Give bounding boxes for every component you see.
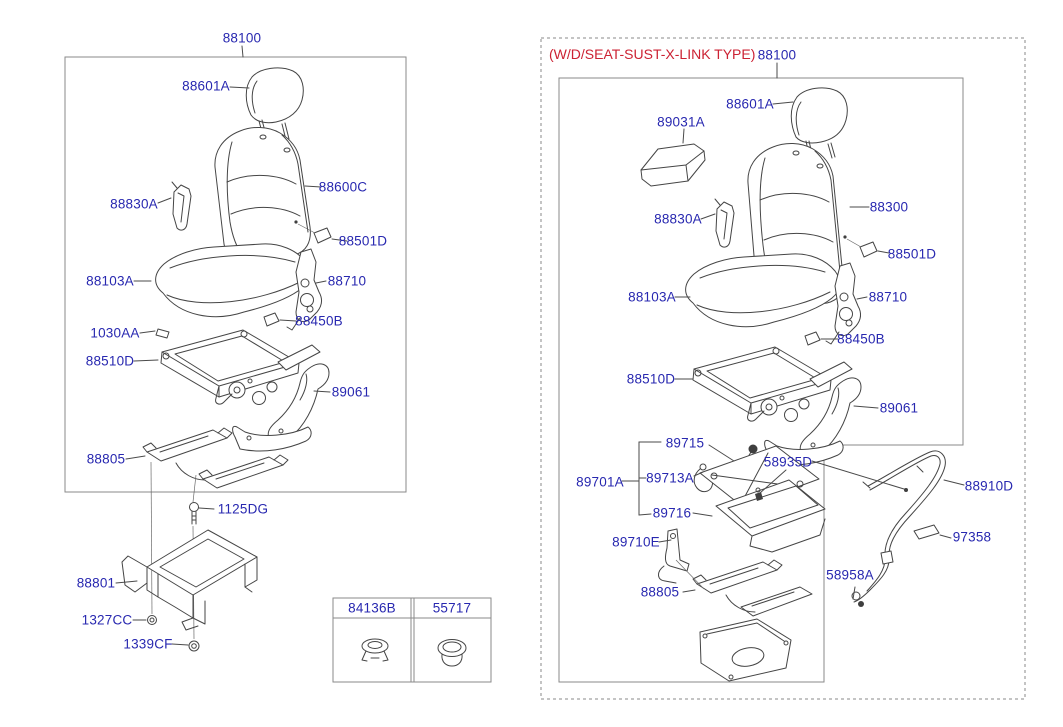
seatbelt-buckle-drawing	[172, 182, 191, 230]
part-label-88501d-right: 88501D	[887, 246, 937, 262]
part-label-89701a: 89701A	[576, 474, 624, 490]
part-label-89031a: 89031A	[657, 114, 705, 130]
variant-type-label: (W/D/SEAT-SUST-X-LINK TYPE)	[549, 46, 756, 62]
slide-rails-drawing	[693, 560, 812, 616]
seat-cushion-drawing	[156, 244, 310, 317]
part-label-1339cf: 1339CF	[123, 636, 173, 652]
seat-back-drawing	[215, 127, 310, 261]
part-label-89715: 89715	[665, 435, 705, 451]
left-seat-illustration	[122, 68, 331, 651]
tag-88450b-drawing	[805, 332, 820, 345]
pin-1030aa-drawing	[156, 329, 169, 338]
grommet-plug-icon	[438, 640, 466, 667]
part-label-88805-left: 88805	[86, 451, 126, 467]
part-label-58958a: 58958A	[826, 567, 874, 583]
part-label-88601a-right: 88601A	[726, 96, 774, 112]
retainer-clip-icon	[362, 639, 388, 661]
pedestal-base-drawing	[122, 530, 257, 630]
part-label-88805-right: 88805	[640, 584, 680, 600]
part-label-1030aa: 1030AA	[90, 325, 140, 341]
right-xlink-illustration	[658, 445, 945, 682]
part-label-88501d-left: 88501D	[338, 233, 388, 249]
base-plate-drawing	[700, 619, 791, 681]
part-label-89710e: 89710E	[612, 534, 660, 550]
part-label-1327cc: 1327CC	[81, 612, 133, 628]
part-label-1125dg: 1125DG	[217, 501, 269, 517]
bolt-1327cc-icon	[148, 616, 157, 625]
part-label-88100-right: 88100	[757, 47, 797, 63]
part-label-88100-left: 88100	[222, 30, 262, 46]
part-label-88510d-left: 88510D	[85, 353, 135, 369]
tag-97358-drawing	[914, 525, 939, 539]
table-column-84136b: 84136B	[348, 600, 396, 616]
armrest-drawing	[641, 144, 705, 186]
part-label-88450b-right: 88450B	[837, 331, 885, 347]
part-label-97358: 97358	[952, 529, 992, 545]
part-label-88300: 88300	[869, 199, 909, 215]
table-column-55717: 55717	[432, 600, 472, 616]
nut-1339cf-icon	[189, 641, 199, 651]
part-label-88103a-left: 88103A	[86, 273, 134, 289]
right-seat-illustration	[641, 88, 877, 465]
part-label-89061-right: 89061	[879, 400, 919, 416]
part-label-88710-left: 88710	[327, 273, 367, 289]
part-label-89061-left: 89061	[331, 384, 371, 400]
foot-bracket-89710e-drawing	[658, 529, 689, 583]
part-label-88601a-left: 88601A	[182, 78, 230, 94]
part-label-88830a-right: 88830A	[654, 211, 702, 227]
part-label-88103a-right: 88103A	[628, 289, 676, 305]
part-label-88510d-right: 88510D	[626, 371, 676, 387]
part-label-89716: 89716	[652, 505, 692, 521]
seatbelt-buckle-drawing	[715, 199, 734, 247]
seat-track-drawing	[161, 330, 320, 405]
part-label-58935d: 58935D	[763, 454, 813, 470]
part-label-88710-right: 88710	[868, 289, 908, 305]
bolt-1125dg-icon	[190, 503, 199, 525]
part-label-88450b-left: 88450B	[295, 313, 343, 329]
part-label-88910d: 88910D	[964, 478, 1014, 494]
seat-cushion-drawing	[686, 254, 840, 327]
part-label-89713a: 89713A	[646, 470, 694, 486]
part-label-88600c: 88600C	[318, 179, 368, 195]
part-label-88801: 88801	[76, 575, 116, 591]
tag-88501d-drawing	[847, 239, 877, 257]
tag-88450b-drawing	[264, 313, 279, 326]
part-label-88830a-left: 88830A	[110, 196, 158, 212]
